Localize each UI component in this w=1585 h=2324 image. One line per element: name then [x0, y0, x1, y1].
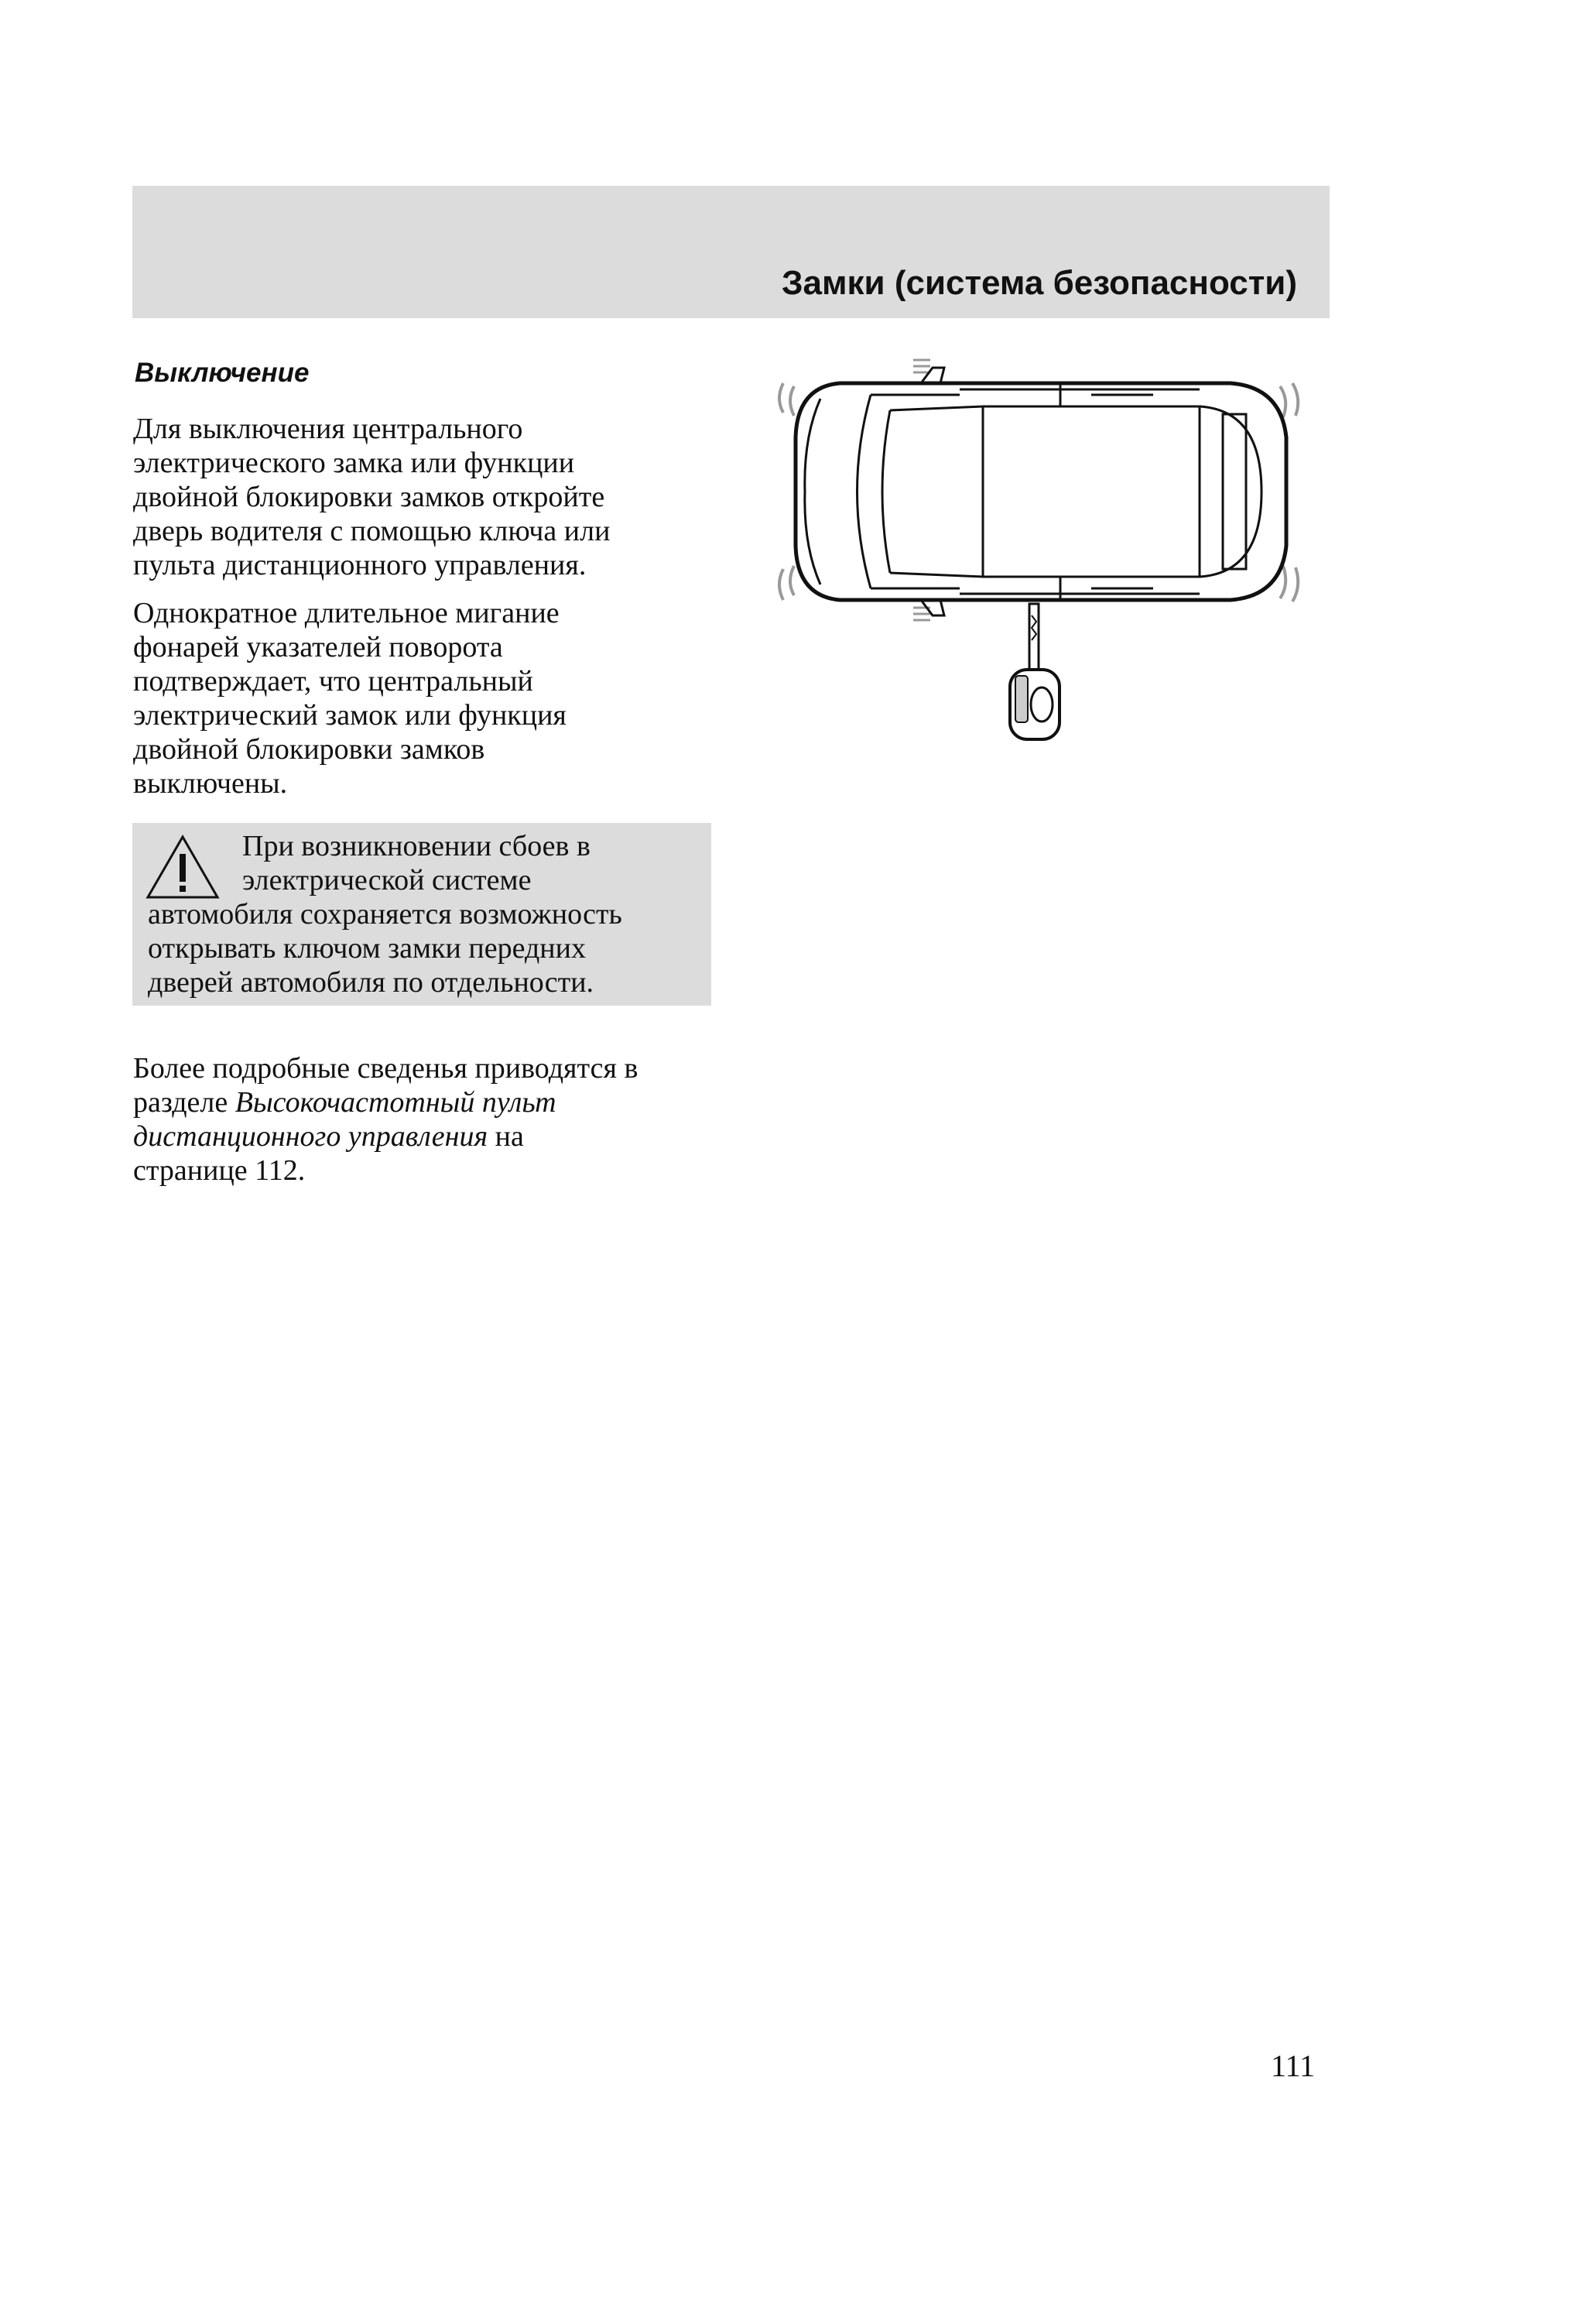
text-line: странице 112. — [133, 1154, 306, 1187]
text-line: подтверждает, что центральный — [133, 665, 533, 698]
text-line: пульта дистанционного управления. — [133, 549, 587, 581]
text-line: При возникновении сбоев в — [242, 830, 591, 862]
text-line: выключены. — [133, 767, 288, 800]
text-line: фонарей указателей поворота — [133, 631, 503, 663]
paragraph-unlock-instructions — [133, 412, 721, 582]
text-line: электрической системе — [242, 864, 532, 896]
paragraph-reference — [133, 1051, 721, 1188]
header-band — [132, 186, 1330, 318]
warning-text — [148, 829, 622, 999]
cross-reference-title: дистанционного управления — [133, 1120, 488, 1153]
text-line: дверей автомобиля по отдельности. — [148, 966, 594, 999]
text-line: Более подробные сведенья приводятся в — [133, 1052, 638, 1085]
text-line: двойной блокировки замков — [133, 733, 485, 766]
text-segment: разделе — [133, 1086, 235, 1119]
text-line — [133, 1085, 721, 1119]
page-number: 111 — [1271, 2048, 1316, 2083]
text-segment: на — [488, 1120, 524, 1153]
text-line — [133, 1119, 721, 1153]
text-line: открывать ключом замки передних — [148, 932, 586, 965]
car-body — [796, 383, 1286, 600]
key-icon — [1010, 604, 1060, 739]
text-line: двойной блокировки замков откройте — [133, 481, 605, 513]
text-line: электрический замок или функция — [133, 699, 567, 732]
text-line: электрического замка или функции — [133, 447, 575, 479]
text-line: автомобиля сохраняется возможность — [148, 898, 622, 931]
paragraph-confirmation — [133, 596, 721, 800]
section-heading: Выключение — [135, 358, 310, 388]
text-line: Для выключения центрального — [133, 413, 523, 445]
cross-reference-title: Высокочастотный пульт — [234, 1086, 556, 1119]
text-line: дверь водителя с помощью ключа или — [133, 515, 611, 547]
warning-box — [132, 823, 711, 1006]
page-title: Замки (система безопасности) — [781, 264, 1297, 302]
front-turn-signal-flash-icon — [779, 383, 794, 600]
text-line: Однократное длительное мигание — [133, 597, 560, 629]
car-top-view-with-key-illustration — [766, 352, 1323, 755]
